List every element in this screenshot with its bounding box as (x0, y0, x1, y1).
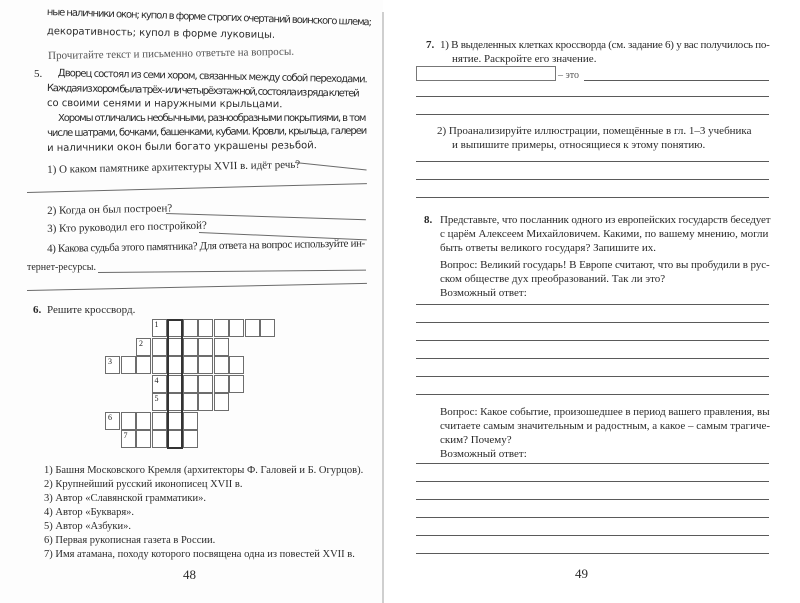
task6-title: Решите кроссворд. (47, 304, 136, 316)
crossword-cell[interactable] (183, 319, 198, 337)
crossword-cell[interactable] (152, 430, 167, 448)
question2-line1: Вопрос: Какое событие, произошедшее в период вашего правления, вы (440, 406, 770, 418)
answer-line[interactable] (416, 535, 769, 536)
answer-line[interactable] (416, 179, 769, 180)
answer-line[interactable] (416, 517, 769, 518)
crossword-cell[interactable] (260, 319, 275, 337)
crossword-cell[interactable] (152, 338, 167, 356)
clue-3: 3) Автор «Славянской грамматики». (44, 493, 206, 504)
clue-1: 1) Башня Московского Кремля (архитекторы Ф. Галовей и Б. Огурцов). (44, 465, 364, 476)
crossword-cell[interactable] (152, 412, 167, 430)
crossword-number: 6 (108, 412, 112, 422)
task5-text-3: со своими сенями и наружными крыльцами. (46, 97, 283, 111)
crossword-cell[interactable] (245, 319, 260, 337)
answer-line[interactable] (416, 358, 769, 359)
answer-line[interactable] (416, 114, 769, 115)
answer-label-1: Возможный ответ: (440, 287, 527, 299)
crossword-cell[interactable] (183, 338, 198, 356)
crossword-cell[interactable] (198, 393, 213, 411)
answer-line[interactable] (416, 499, 769, 500)
crossword-cell[interactable] (183, 412, 198, 430)
question2-line3: ским? Почему? (440, 434, 512, 446)
crossword-cell[interactable] (214, 393, 229, 411)
task8-text-1: Представьте, что посланник одного из европейских государств беседует (440, 214, 771, 226)
concept-answer-box[interactable] (416, 66, 556, 81)
task5-text-6: и наличники окон были богато украшены резьбой. (47, 140, 317, 154)
clue-6: 6) Первая рукописная газета в России. (44, 535, 216, 546)
task8-text-2: с царём Алексеем Михайловичем. Какими, по вашему мнению, могли (440, 228, 769, 240)
crossword-cell[interactable] (183, 375, 198, 393)
crossword-cell[interactable] (198, 356, 213, 374)
question-3: 3) Кто руководил его постройкой? (47, 219, 207, 235)
page-number-right: 49 (575, 566, 588, 581)
answer-line[interactable] (416, 340, 769, 341)
crossword-cell[interactable] (214, 375, 229, 393)
crossword-cell[interactable] (121, 412, 136, 430)
left-page (0, 0, 383, 603)
crossword-number: 2 (139, 338, 143, 348)
answer-line[interactable] (27, 183, 367, 193)
answer-line[interactable] (416, 197, 769, 198)
crossword-cell[interactable] (229, 319, 244, 337)
crossword-cell[interactable] (229, 375, 244, 393)
clue-4: 4) Автор «Букваря». (44, 507, 135, 518)
task7-part1-line2: нятие. Раскройте его значение. (452, 53, 597, 65)
instruction: Прочитайте текст и письменно ответьте на вопросы. (48, 45, 295, 62)
answer-line[interactable] (416, 322, 769, 323)
crossword-cell[interactable] (136, 412, 151, 430)
answer-line[interactable] (416, 376, 769, 377)
clue-2: 2) Крупнейший русский иконописец XVII в. (44, 479, 243, 490)
answer-line[interactable] (416, 304, 769, 305)
crossword-cell[interactable] (136, 430, 151, 448)
question1-line1: Вопрос: Великий государь! В Европе считают, что вы пробудили в рус- (440, 259, 770, 271)
question-1: 1) О каком памятнике архитектуры XVII в. идёт речь? (47, 158, 301, 176)
intro-line-1: ные наличники окон; купол в форме строгих очертаний воинского шлема; (46, 6, 372, 29)
task8-text-3: быть ответы великого государя? Запишите их. (440, 242, 657, 254)
crossword-grid (105, 319, 285, 449)
answer-line[interactable] (416, 481, 769, 482)
answer-line[interactable] (416, 394, 769, 395)
crossword-highlight-column (167, 319, 183, 449)
crossword-cell[interactable] (198, 375, 213, 393)
crossword-number: 4 (154, 375, 159, 385)
clue-7: 7) Имя атамана, походу которого посвящена одна из повестей XVII в. (44, 549, 355, 560)
task5-number: 5. (34, 68, 43, 80)
crossword-number: 3 (108, 357, 112, 366)
answer-line[interactable] (416, 161, 769, 162)
task7-part2-line1: 2) Проанализируйте иллюстрации, помещённые в гл. 1–3 учебника (437, 125, 752, 137)
task5-text-5: числе шатрами, бочками, башенками, кубами. Кровли, крыльца, галереи (47, 125, 367, 139)
question-2: 2) Когда он был построен? (47, 202, 173, 217)
answer-line[interactable] (416, 553, 769, 554)
crossword-cell[interactable] (183, 393, 198, 411)
clue-5: 5) Автор «Азбуки». (44, 521, 131, 532)
crossword-cell[interactable] (136, 356, 151, 374)
question1-line2: ском обществе дух преобразований. Так ли это? (440, 273, 666, 285)
crossword-cell[interactable] (229, 356, 244, 374)
crossword-cell[interactable] (183, 356, 198, 374)
question-4: 4) Какова судьба этого памятника? Для ответа на вопрос используйте ин- (47, 237, 365, 255)
task5-text-1: Дворец состоял из семи хором, связанных между собой переходами. (57, 67, 367, 86)
task8-number: 8. (424, 214, 433, 226)
crossword-number: 7 (123, 431, 128, 440)
crossword-cell[interactable] (214, 319, 229, 337)
crossword-cell[interactable] (183, 430, 198, 448)
answer-line[interactable] (416, 463, 769, 464)
question-4-continuation: тернет-ресурсы. (27, 262, 96, 273)
intro-line-2: декоративность; купол в форме луковицы. (46, 25, 276, 41)
dash-label: – это (558, 70, 580, 81)
right-page (384, 0, 800, 603)
clue-list (44, 464, 363, 562)
crossword-cell[interactable] (214, 356, 229, 374)
question2-line2: считаете самым значительным и радостным, а какое – самым трагиче- (440, 420, 771, 432)
task7-part2-line2: и выпишите примеры, относящиеся к этому понятию. (452, 139, 706, 151)
answer-line[interactable] (98, 270, 366, 273)
book-spine (382, 12, 384, 603)
task6-number: 6. (33, 304, 42, 316)
answer-line[interactable] (416, 96, 769, 97)
answer-line[interactable] (295, 162, 367, 171)
task7-number: 7. (426, 39, 435, 51)
crossword-cell[interactable] (198, 319, 213, 337)
answer-line[interactable] (584, 80, 769, 81)
crossword-number: 5 (154, 394, 159, 403)
answer-label-2: Возможный ответ: (440, 448, 527, 460)
crossword-cell[interactable] (121, 356, 136, 374)
crossword-number: 1 (154, 320, 159, 329)
crossword-cell[interactable] (198, 338, 213, 356)
task5-text-4: Хоромы отличались необычными, разнообразными покрытиями, в том (58, 113, 366, 124)
crossword-cell[interactable] (152, 356, 167, 374)
task7-part1-line1: 1) В выделенных клетках кроссворда (см. задание 6) у вас получилось по- (440, 39, 770, 51)
page-number-left: 48 (183, 567, 196, 582)
crossword-cell[interactable] (214, 338, 229, 356)
task5-text-2: Каждая из хором была трёх- или четырёхэтажной, состояла из ряда клетей (46, 82, 359, 100)
answer-line[interactable] (27, 283, 367, 291)
